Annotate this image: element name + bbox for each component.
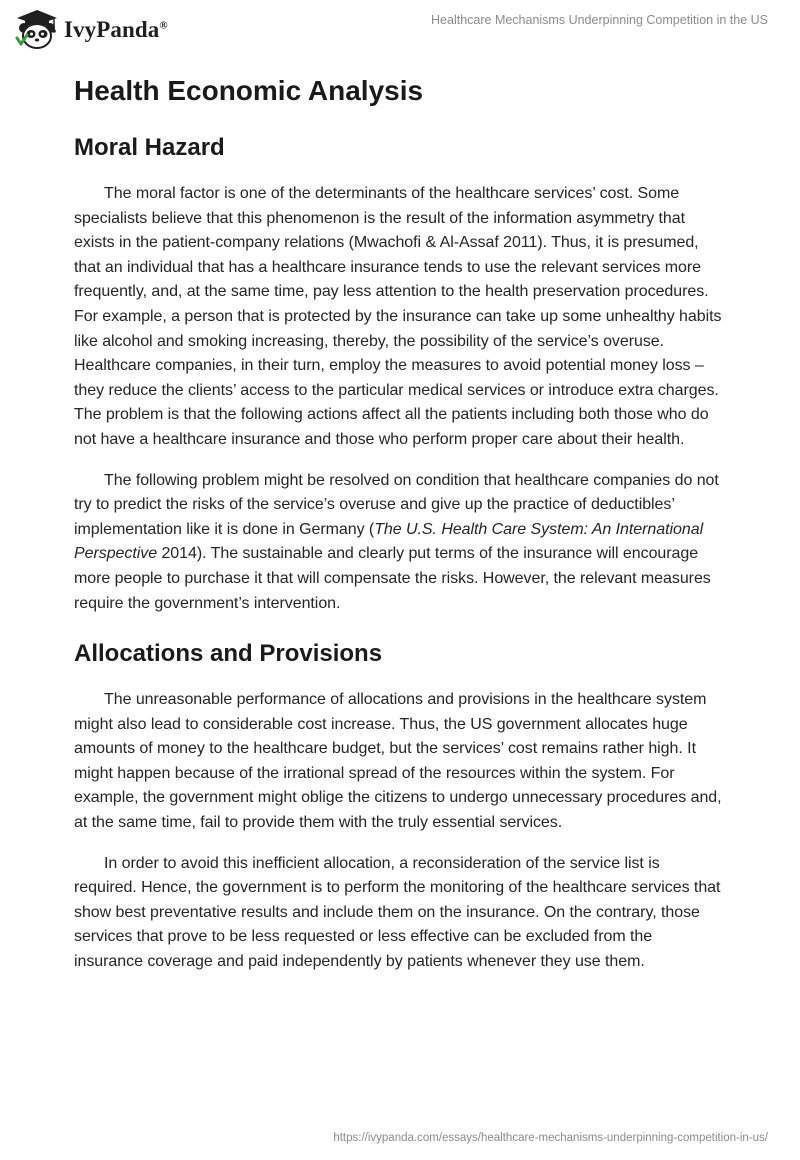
paragraph: The moral factor is one of the determinants of the healthcare services’ cost. Some specialists believe that this phenomenon is the result of the information asymmetry that exists in the patient-company relations (Mwachofi & Al-Assaf 2011). Thus, it is presumed, that an individual that has a healthcare insurance tends to use the relevant services more frequently, and, at the same time, pay less attention to the health preservation procedures. For example, a person that is protected by the insurance can take up some unhealthy habits like alcohol and smoking increasing, thereby, the possibility of the service’s overuse. Healthcare companies, in their turn, employ the measures to avoid potential money loss – they reduce the clients’ access to the particular medical services or introduce extra charges. The problem is that the following actions affect all the patients including both those who do not have a healthcare insurance and those who perform proper care about their health. [74, 185, 722, 448]
paragraph: In order to avoid this inefficient allocation, a reconsideration of the service list is required. Hence, the government is to perform the monitoring of the healthcare services that show best preventative results and include them on the insurance. On the contrary, those services that prove to be less requested or less effective can be excluded from the insurance coverage and paid independently by patients whenever they use them. [74, 854, 721, 971]
ivypanda-logo[interactable] [14, 8, 194, 52]
panda-mascot-icon [14, 8, 60, 52]
paragraph: The following problem might be resolved on condition that healthcare companies do not try to predict the risks of the service’s overuse and give up the practice of deductibles’ implementation like it is done in Germany (The U.S. Health Care System: An International Perspective 2014). The sustainable and clearly put terms of the insurance will encourage more people to purchase it that will compensate the risks. However, the relevant measures require the government’s intervention. [74, 471, 719, 612]
paragraph: The unreasonable performance of allocations and provisions in the healthcare system might also lead to considerable cost increase. Thus, the US government allocates huge amounts of money to the healthcare budget, but the services’ cost remains rather high. It might happen because of the irrational spread of the resources within the system. For example, the government might oblige the citizens to undergo unnecessary procedures and, at the same time, fail to provide them with the truly essential services. [74, 691, 722, 832]
section-heading-allocations: Allocations and Provisions [74, 640, 383, 668]
citation-title: The U.S. Health Care System: An International Perspective [74, 520, 704, 563]
section-heading-moral-hazard: Moral Hazard [74, 134, 225, 161]
document-title: Healthcare Mechanisms Underpinning Competition in the US [431, 13, 768, 27]
page-title: Health Economic Analysis [74, 75, 424, 106]
source-url-link[interactable]: https://ivypanda.com/essays/healthcare-mechanisms-underpinning-competition-in-us/ [333, 1132, 768, 1144]
logo-wordmark: IvyPanda® [64, 17, 168, 42]
page-header [0, 0, 800, 60]
article-body [74, 72, 724, 975]
